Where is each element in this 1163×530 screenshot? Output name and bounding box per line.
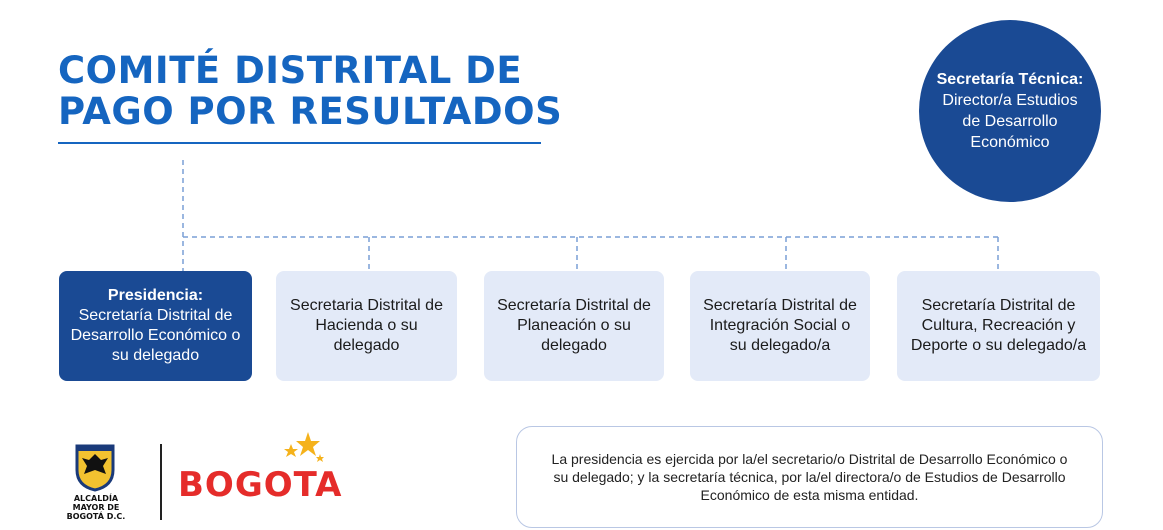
member-box-body: Secretaría Distrital de Planeación o su delegado	[497, 297, 651, 354]
member-box-cultura	[897, 271, 1100, 381]
member-box-body: Secretaría Distrital de Desarrollo Económico o su delegado	[70, 307, 241, 364]
member-box-body: Secretaría Distrital de Cultura, Recreación y Deporte o su delegado/a	[910, 297, 1087, 354]
member-box-integracion-social	[690, 271, 870, 381]
logo-divider	[160, 444, 162, 520]
member-box-planeacion	[484, 271, 664, 381]
member-box-title: Presidencia:	[107, 287, 204, 304]
note-box	[516, 426, 1103, 528]
note-text: La presidencia es ejercida por la/el secretario/o Distrital de Desarrollo Económico o su delegado; y la secretaría técnica, por la/el directora/o de Estudios de Desarrollo Económico de esta misma entidad.	[551, 451, 1068, 503]
member-box-body: Secretaría Distrital de Integración Social o su delegado/a	[703, 297, 857, 354]
member-box-body: Secretaria Distrital de Hacienda o su delegado	[290, 297, 443, 354]
secretaria-tecnica-body: Director/a Estudios de Desarrollo Económico	[942, 92, 1078, 151]
coat-of-arms-icon	[74, 442, 116, 492]
title-line-2: PAGO POR RESULTADOS	[58, 90, 563, 133]
member-box-hacienda	[276, 271, 457, 381]
title-line-1: COMITÉ DISTRITAL DE	[58, 49, 523, 92]
member-box-presidencia	[59, 271, 252, 381]
bogota-logo: BOGOTA	[178, 465, 343, 505]
stars-icon	[278, 430, 328, 470]
logos	[60, 430, 360, 525]
secretaria-tecnica-circle	[919, 20, 1101, 202]
secretaria-tecnica-title: Secretaría Técnica:	[936, 71, 1084, 88]
alcaldia-label: ALCALDÍA MAYOR DE BOGOTÁ D.C.	[66, 494, 126, 521]
